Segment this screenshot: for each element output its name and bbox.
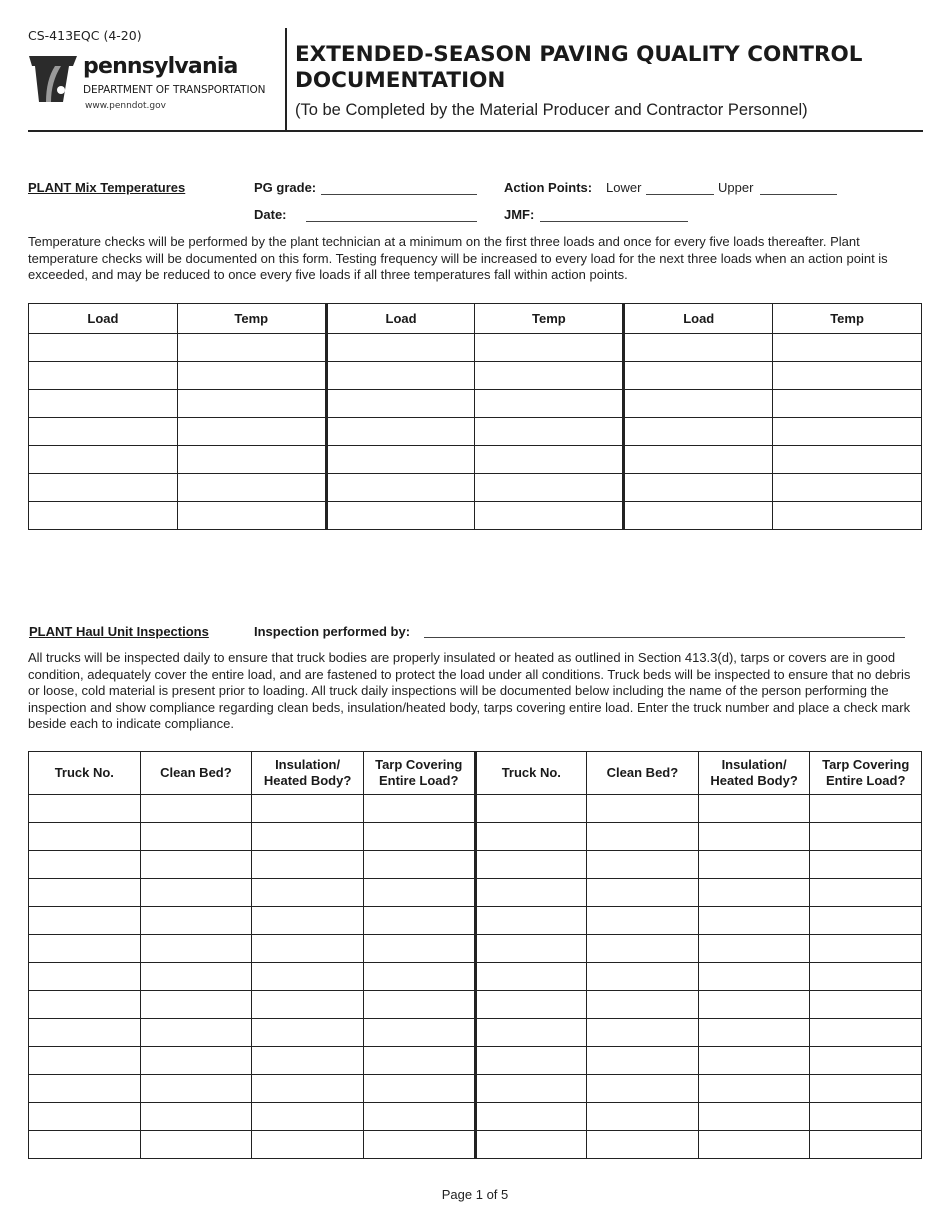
inspection-cell[interactable] <box>252 907 364 935</box>
temperature-cell[interactable] <box>624 474 773 502</box>
inspection-cell[interactable] <box>252 851 364 879</box>
inspection-cell[interactable] <box>140 851 252 879</box>
inspection-cell[interactable] <box>363 795 475 823</box>
inspection-cell[interactable] <box>363 823 475 851</box>
temperature-cell[interactable] <box>177 390 326 418</box>
inspection-cell[interactable] <box>252 1047 364 1075</box>
inspection-cell[interactable] <box>29 991 141 1019</box>
truck-inspection-table-body <box>29 795 922 1159</box>
table-row <box>29 502 922 530</box>
temperature-instructions: Temperature checks will be performed by the plant technician at a minimum on the first three loads and once for every five loads thereafter. Plant temperature checks will be documented on this form. Testing frequency will be increased to every load for the next three loads when an action point is exceeded, and may be reduced to once every five loads if all three temperatures fall within action points. <box>28 234 888 283</box>
inspection-cell[interactable] <box>475 1103 587 1131</box>
inspection-cell[interactable] <box>140 1103 252 1131</box>
pg-grade-line[interactable] <box>321 194 477 195</box>
logo-department: DEPARTMENT OF TRANSPORTATION <box>83 84 266 96</box>
inspection-cell[interactable] <box>475 907 587 935</box>
column-header <box>475 752 587 795</box>
temperature-cell[interactable] <box>624 390 773 418</box>
column-header <box>587 752 699 795</box>
inspection-cell[interactable] <box>140 795 252 823</box>
inspection-cell[interactable] <box>475 991 587 1019</box>
inspection-cell[interactable] <box>587 963 699 991</box>
inspection-cell[interactable] <box>363 1019 475 1047</box>
table-row <box>29 795 922 823</box>
page-title <box>295 42 935 94</box>
inspection-cell[interactable] <box>698 907 810 935</box>
inspection-cell[interactable] <box>698 991 810 1019</box>
inspection-performed-by-label: Inspection performed by: <box>254 624 411 639</box>
page-number: Page 1 of 5 <box>441 1187 509 1202</box>
temperature-cell[interactable] <box>773 334 922 362</box>
inspection-cell[interactable] <box>29 851 141 879</box>
logo-name: pennsylvania <box>83 54 238 79</box>
inspection-cell[interactable] <box>475 1131 587 1159</box>
column-header <box>810 752 922 795</box>
logo-url[interactable]: www.penndot.gov <box>85 101 166 111</box>
column-header-line: Entire Load? <box>825 773 906 788</box>
temperature-cell[interactable] <box>326 334 475 362</box>
inspection-cell[interactable] <box>252 1103 364 1131</box>
inspection-cell[interactable] <box>587 1075 699 1103</box>
inspection-cell[interactable] <box>587 795 699 823</box>
page-title-line-2: DOCUMENTATION <box>295 68 506 93</box>
inspection-cell[interactable] <box>252 1075 364 1103</box>
inspection-cell[interactable] <box>29 1103 141 1131</box>
column-header-load: Load <box>624 304 773 334</box>
column-header-temp: Temp <box>773 304 922 334</box>
temperature-cell[interactable] <box>773 390 922 418</box>
inspection-cell[interactable] <box>29 879 141 907</box>
table-row <box>29 879 922 907</box>
table-row <box>29 907 922 935</box>
inspection-cell[interactable] <box>363 1131 475 1159</box>
inspection-cell[interactable] <box>810 851 922 879</box>
temperature-cell[interactable] <box>177 362 326 390</box>
inspection-cell[interactable] <box>698 795 810 823</box>
inspection-cell[interactable] <box>698 823 810 851</box>
table-row <box>29 334 922 362</box>
keystone-road-icon <box>27 54 79 104</box>
temperature-table-header <box>29 304 922 334</box>
inspection-cell[interactable] <box>363 907 475 935</box>
temperature-cell[interactable] <box>326 362 475 390</box>
inspection-cell[interactable] <box>29 795 141 823</box>
action-points-label: Action Points: <box>504 180 593 195</box>
temperature-cell[interactable] <box>475 474 624 502</box>
column-header-line: Entire Load? <box>378 773 459 788</box>
temperature-cell[interactable] <box>326 502 475 530</box>
column-header-load: Load <box>326 304 475 334</box>
inspection-cell[interactable] <box>810 879 922 907</box>
inspection-cell[interactable] <box>29 823 141 851</box>
table-row <box>29 1103 922 1131</box>
table-row <box>29 390 922 418</box>
inspection-cell[interactable] <box>810 935 922 963</box>
column-header-line: Truck No. <box>54 765 114 780</box>
temperature-cell[interactable] <box>773 502 922 530</box>
inspection-cell[interactable] <box>587 823 699 851</box>
temperature-cell[interactable] <box>624 446 773 474</box>
temperature-table-body <box>29 334 922 530</box>
temperature-cell[interactable] <box>326 390 475 418</box>
column-header-line: Insulation/ <box>275 757 341 772</box>
inspection-cell[interactable] <box>475 851 587 879</box>
inspection-cell[interactable] <box>475 963 587 991</box>
inspection-cell[interactable] <box>252 1131 364 1159</box>
inspection-cell[interactable] <box>475 879 587 907</box>
inspection-cell[interactable] <box>698 1131 810 1159</box>
inspection-cell[interactable] <box>587 1047 699 1075</box>
temperature-cell[interactable] <box>475 390 624 418</box>
inspection-cell[interactable] <box>363 963 475 991</box>
column-header-line: Clean Bed? <box>160 765 232 780</box>
upper-label: Upper <box>718 180 754 195</box>
inspection-cell[interactable] <box>363 851 475 879</box>
table-row <box>29 1131 922 1159</box>
temperature-cell[interactable] <box>177 418 326 446</box>
header-rule <box>28 130 923 132</box>
temperature-cell[interactable] <box>29 502 178 530</box>
column-header-line: Insulation/ <box>721 757 787 772</box>
inspection-cell[interactable] <box>587 1131 699 1159</box>
inspection-cell[interactable] <box>29 1047 141 1075</box>
column-header-line: Truck No. <box>501 765 561 780</box>
table-row <box>29 1075 922 1103</box>
pg-grade-label: PG grade: <box>254 180 317 195</box>
temperature-cell[interactable] <box>624 334 773 362</box>
column-header-load: Load <box>29 304 178 334</box>
inspection-cell[interactable] <box>698 963 810 991</box>
temperature-cell[interactable] <box>624 362 773 390</box>
temperature-cell[interactable] <box>475 502 624 530</box>
inspection-cell[interactable] <box>475 935 587 963</box>
inspection-cell[interactable] <box>140 823 252 851</box>
column-header <box>698 752 810 795</box>
inspection-cell[interactable] <box>140 1131 252 1159</box>
inspection-cell[interactable] <box>29 935 141 963</box>
inspection-cell[interactable] <box>252 795 364 823</box>
inspection-cell[interactable] <box>810 907 922 935</box>
inspection-cell[interactable] <box>698 1075 810 1103</box>
inspection-cell[interactable] <box>363 1103 475 1131</box>
page-subtitle: (To be Completed by the Material Producer and Contractor Personnel) <box>295 101 808 119</box>
table-row <box>29 935 922 963</box>
column-header-line: Tarp Covering <box>822 757 910 772</box>
inspection-cell[interactable] <box>810 1047 922 1075</box>
temperature-cell[interactable] <box>177 502 326 530</box>
truck-inspection-table-header <box>29 752 922 795</box>
inspection-cell[interactable] <box>363 1047 475 1075</box>
temperature-cell[interactable] <box>326 418 475 446</box>
inspection-cell[interactable] <box>140 1047 252 1075</box>
column-header-line: Heated Body? <box>263 773 352 788</box>
upper-field[interactable] <box>760 194 837 195</box>
temperature-cell[interactable] <box>773 362 922 390</box>
column-header-line: Tarp Covering <box>375 757 463 772</box>
temperature-cell[interactable] <box>29 362 178 390</box>
inspection-cell[interactable] <box>252 935 364 963</box>
inspection-cell[interactable] <box>475 823 587 851</box>
page-title-line-1: EXTENDED-SEASON PAVING QUALITY CONTROL <box>295 42 863 67</box>
jmf-field[interactable] <box>540 221 688 222</box>
temperature-cell[interactable] <box>177 334 326 362</box>
table-row <box>29 963 922 991</box>
column-header <box>252 752 364 795</box>
table-row <box>29 1047 922 1075</box>
column-header <box>29 752 141 795</box>
inspection-cell[interactable] <box>587 907 699 935</box>
haul-instructions: All trucks will be inspected daily to ensure that truck bodies are properly insulated or heated as outlined in Section 413.3(d), tarps or covers are in good condition, adequately cover the entire load, and are fastened to protect the load under all conditions. Truck beds will be inspected to ensure that no debris or loose, cold material is present prior to loading. All truck daily inspections will be documented below including the name of the person performing the inspection and show compliance regarding clean beds, insulation/heated body, tarps covering entire load. Enter the truck number and place a check mark beside each to indicate compliance. <box>28 650 911 732</box>
temperature-cell[interactable] <box>177 446 326 474</box>
inspection-cell[interactable] <box>140 991 252 1019</box>
temperature-cell[interactable] <box>177 474 326 502</box>
temperature-cell[interactable] <box>326 474 475 502</box>
inspection-cell[interactable] <box>810 1131 922 1159</box>
lower-field[interactable] <box>646 194 714 195</box>
table-row <box>29 1019 922 1047</box>
table-row <box>29 823 922 851</box>
temperature-cell[interactable] <box>29 390 178 418</box>
inspection-cell[interactable] <box>810 1075 922 1103</box>
mix-temperatures-heading: PLANT Mix Temperatures <box>28 180 186 195</box>
table-row <box>29 418 922 446</box>
penndot-logo <box>27 52 277 114</box>
inspection-cell[interactable] <box>587 935 699 963</box>
inspection-cell[interactable] <box>810 1103 922 1131</box>
inspection-cell[interactable] <box>698 935 810 963</box>
temperature-cell[interactable] <box>326 446 475 474</box>
inspection-cell[interactable] <box>29 907 141 935</box>
inspection-cell[interactable] <box>587 879 699 907</box>
inspection-cell[interactable] <box>252 823 364 851</box>
form-number: CS-413EQC (4-20) <box>28 28 142 43</box>
column-header-temp: Temp <box>177 304 326 334</box>
inspection-cell[interactable] <box>140 1075 252 1103</box>
column-header <box>363 752 475 795</box>
inspection-cell[interactable] <box>587 851 699 879</box>
inspection-performed-by-field[interactable] <box>424 637 905 638</box>
table-row <box>29 991 922 1019</box>
inspection-cell[interactable] <box>363 1075 475 1103</box>
column-header-temp: Temp <box>475 304 624 334</box>
column-header <box>140 752 252 795</box>
haul-inspections-heading: PLANT Haul Unit Inspections <box>29 624 209 639</box>
inspection-cell[interactable] <box>698 1103 810 1131</box>
inspection-cell[interactable] <box>252 991 364 1019</box>
inspection-cell[interactable] <box>475 1019 587 1047</box>
inspection-cell[interactable] <box>252 1019 364 1047</box>
inspection-cell[interactable] <box>252 963 364 991</box>
table-row <box>29 446 922 474</box>
temperature-cell[interactable] <box>475 418 624 446</box>
temperature-cell[interactable] <box>475 446 624 474</box>
inspection-cell[interactable] <box>698 879 810 907</box>
inspection-cell[interactable] <box>698 1019 810 1047</box>
inspection-cell[interactable] <box>810 795 922 823</box>
inspection-cell[interactable] <box>810 823 922 851</box>
temperature-cell[interactable] <box>773 418 922 446</box>
inspection-cell[interactable] <box>29 1019 141 1047</box>
inspection-cell[interactable] <box>363 935 475 963</box>
date-label: Date: <box>254 207 287 222</box>
temperature-cell[interactable] <box>29 334 178 362</box>
temperature-cell[interactable] <box>475 334 624 362</box>
inspection-cell[interactable] <box>810 1019 922 1047</box>
lower-label: Lower <box>606 180 642 195</box>
inspection-cell[interactable] <box>587 1103 699 1131</box>
inspection-cell[interactable] <box>140 1019 252 1047</box>
inspection-cell[interactable] <box>698 851 810 879</box>
inspection-cell[interactable] <box>29 1131 141 1159</box>
header-divider <box>285 28 287 131</box>
temperature-cell[interactable] <box>29 446 178 474</box>
temperature-cell[interactable] <box>773 474 922 502</box>
inspection-cell[interactable] <box>698 1047 810 1075</box>
inspection-cell[interactable] <box>363 991 475 1019</box>
temperature-cell[interactable] <box>773 446 922 474</box>
inspection-cell[interactable] <box>140 963 252 991</box>
inspection-cell[interactable] <box>363 879 475 907</box>
temperature-table <box>28 303 922 530</box>
column-header-line: Clean Bed? <box>606 765 679 780</box>
temperature-cell[interactable] <box>624 502 773 530</box>
inspection-cell[interactable] <box>587 991 699 1019</box>
inspection-cell[interactable] <box>810 991 922 1019</box>
temperature-cell[interactable] <box>29 474 178 502</box>
table-row <box>29 362 922 390</box>
truck-inspection-table <box>28 751 922 1159</box>
table-row <box>29 851 922 879</box>
inspection-cell[interactable] <box>140 879 252 907</box>
temperature-cell[interactable] <box>624 418 773 446</box>
date-field[interactable] <box>306 221 477 222</box>
temperature-cell[interactable] <box>475 362 624 390</box>
inspection-cell[interactable] <box>475 795 587 823</box>
column-header-line: Heated Body? <box>710 773 798 788</box>
inspection-cell[interactable] <box>29 963 141 991</box>
inspection-cell[interactable] <box>140 907 252 935</box>
inspection-cell[interactable] <box>29 1075 141 1103</box>
table-row <box>29 474 922 502</box>
inspection-cell[interactable] <box>475 1047 587 1075</box>
inspection-cell[interactable] <box>587 1019 699 1047</box>
inspection-cell[interactable] <box>475 1075 587 1103</box>
jmf-label: JMF: <box>504 207 535 222</box>
inspection-cell[interactable] <box>810 963 922 991</box>
inspection-cell[interactable] <box>140 935 252 963</box>
inspection-cell[interactable] <box>252 879 364 907</box>
temperature-cell[interactable] <box>29 418 178 446</box>
